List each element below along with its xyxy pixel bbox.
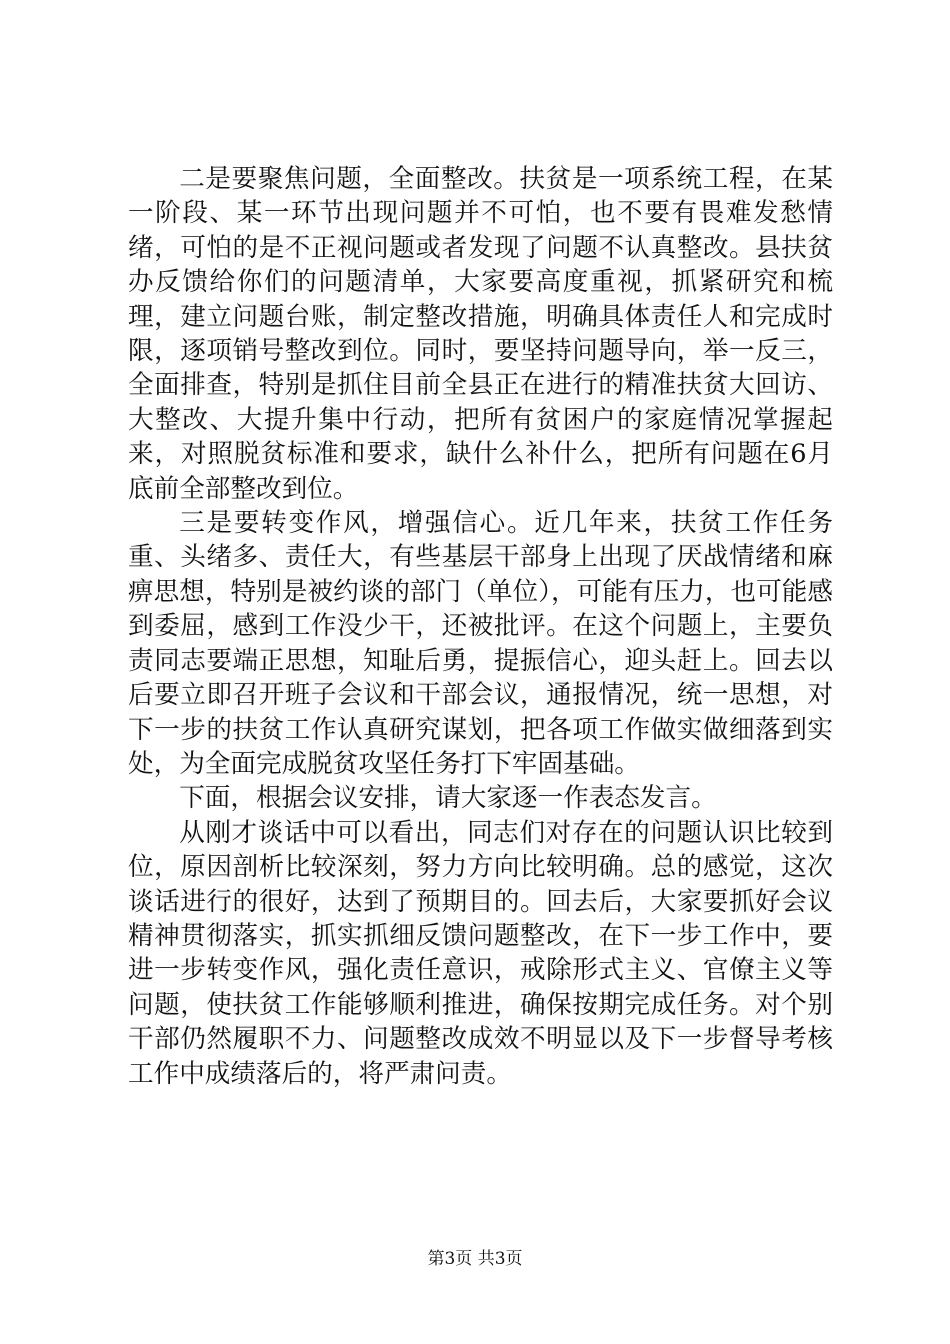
paragraph-change-style: 三是要转变作风，增强信心。近几年来，扶贫工作任务重、头绪多、责任大，有些基层干部身上出现了厌战情绪和麻痹思想，特别是被约谈的部门（单位），可能有压力，也可能感到委屈，感到工作没少干，还被批评。在这个问题上，主要负责同志要端正思想，知耻后勇，提振信心，迎头赶上。回去以后要立即召开班子会议和干部会议，通报情况，统一思想，对下一步的扶贫工作认真研究谋划，把各项工作做实做细落到实处，为全面完成脱贫攻坚任务打下牢固基础。 — [128, 508, 833, 779]
paragraph-summary: 从刚才谈话中可以看出，同志们对存在的问题认识比较到位，原因剖析比较深刻，努力方向比较明确。总的感觉，这次谈话进行的很好，达到了预期目的。回去后，大家要抓好会议精神贯彻落实，抓实抓细反馈问题整改，在下一步工作中，要进一步转变作风，强化责任意识，戒除形式主义、官僚主义等问题，使扶贫工作能够顺利推进，确保按期完成任务。对个别干部仍然履职不力、问题整改成效不明显以及下一步督导考核工作中成绩落后的，将严肃问责。 — [128, 817, 833, 1089]
paragraph-focus-problems: 二是要聚焦问题，全面整改。扶贫是一项系统工程，在某一阶段、某一环节出现问题并不可怕，也不要有畏难发愁情绪，可怕的是不正视问题或者发现了问题不认真整改。县扶贫办反馈给你们的问题清单，大家要高度重视，抓紧研究和梳理，建立问题台账，制定整改措施，明确具体责任人和完成时限，逐项销号整改到位。同时，要坚持问题导向，举一反三，全面排查，特别是抓住目前全县正在进行的精准扶贫大回访、大整改、大提升集中行动，把所有贫困户的家庭情况掌握起来，对照脱贫标准和要求，缺什么补什么，把所有问题在6月底前全部整改到位。 — [128, 164, 833, 504]
page-footer: 第3页 共3页 — [427, 1249, 523, 1269]
document-body — [128, 162, 833, 1091]
paragraph-statements: 下面，根据会议安排，请大家逐一作表态发言。 — [179, 783, 717, 814]
